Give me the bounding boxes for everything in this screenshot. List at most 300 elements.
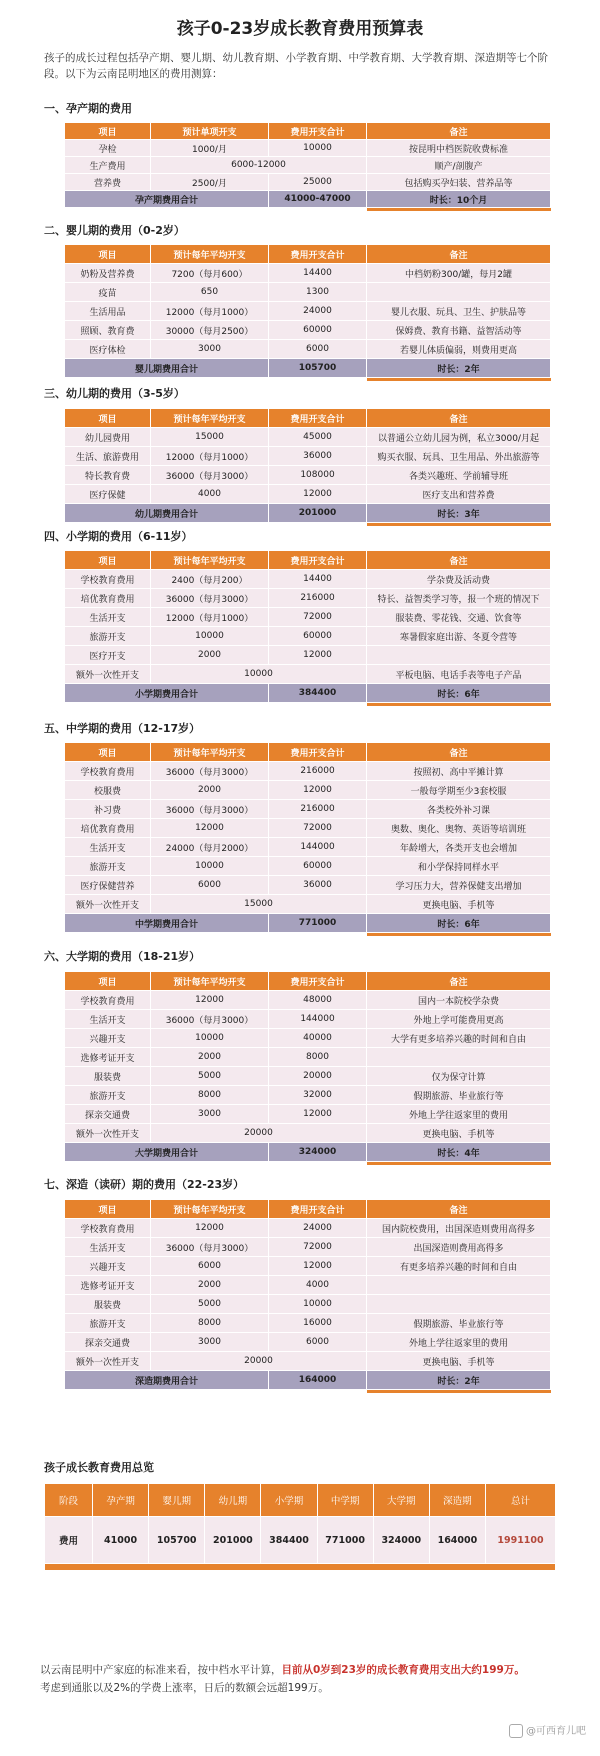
row-value-cell: 36000（每月3000） (151, 800, 269, 819)
row-total-cell: 32000 (269, 1086, 367, 1105)
footer-bar-accent (367, 208, 551, 212)
row-item-cell: 补习费 (65, 800, 151, 819)
row-total-cell: 12000 (269, 781, 367, 800)
row-item-cell: 旅游开支 (65, 1314, 151, 1333)
row-value-cell: 12000（每月1000） (151, 302, 269, 321)
row-item-cell: 学校教育费用 (65, 1219, 151, 1238)
table-row (65, 140, 551, 157)
row-total-cell: 216000 (269, 762, 367, 781)
total-duration-cell: 时长：10个月 (367, 191, 551, 208)
row-value-cell: 2500/月 (151, 174, 269, 191)
table-row (65, 1219, 551, 1238)
row-value-cell: 12000 (151, 991, 269, 1010)
total-label-cell: 孕产期费用合计 (65, 191, 269, 208)
row-item-cell: 医疗开支 (65, 646, 151, 665)
summary-header-cell: 小学期 (261, 1484, 317, 1517)
table-header-cell: 备注 (367, 972, 551, 991)
table-total-row (65, 1371, 551, 1390)
row-total-cell: 14400 (269, 264, 367, 283)
footer-bar-spacer (65, 1162, 367, 1166)
row-total-cell: 60000 (269, 627, 367, 646)
table-row (65, 321, 551, 340)
table-row (65, 589, 551, 608)
section-table (64, 408, 551, 526)
row-item-cell: 生活开支 (65, 1010, 151, 1029)
row-item-cell: 营养费 (65, 174, 151, 191)
section-title: 六、大学期的费用（18-21岁） (44, 950, 201, 963)
row-note-cell: 仅为保守计算 (367, 1067, 551, 1086)
row-value-cell: 10000 (151, 665, 367, 684)
summary-total-cell: 1991100 (486, 1517, 556, 1564)
table-row (65, 1257, 551, 1276)
row-total-cell: 10000 (269, 1295, 367, 1314)
summary-cell: 费用 (45, 1517, 93, 1564)
total-label-cell: 大学期费用合计 (65, 1143, 269, 1162)
summary-cell: 201000 (205, 1517, 261, 1564)
row-value-cell: 3000 (151, 1333, 269, 1352)
table-row (65, 781, 551, 800)
section-title: 七、深造（读研）期的费用（22-23岁） (44, 1178, 245, 1191)
table-header-cell: 费用开支合计 (269, 551, 367, 570)
watermark (509, 1722, 586, 1738)
table-header-cell: 项目 (65, 972, 151, 991)
total-duration-cell: 时长：6年 (367, 914, 551, 933)
row-note-cell: 按昆明中档医院收费标准 (367, 140, 551, 157)
row-item-cell: 兴趣开支 (65, 1257, 151, 1276)
page-title: 孩子0-23岁成长教育费用预算表 (176, 19, 424, 39)
row-value-cell: 36000（每月3000） (151, 1238, 269, 1257)
row-value-cell: 2000 (151, 646, 269, 665)
total-value-cell: 324000 (269, 1143, 367, 1162)
row-value-cell: 20000 (151, 1124, 367, 1143)
table-header-cell: 预计每年平均开支 (151, 245, 269, 264)
row-total-cell: 36000 (269, 876, 367, 895)
total-label-cell: 幼儿期费用合计 (65, 504, 269, 523)
total-value-cell: 41000-47000 (269, 191, 367, 208)
row-value-cell: 2000 (151, 781, 269, 800)
conclusion-paragraph (40, 1661, 570, 1697)
table-header-row (65, 123, 551, 140)
row-item-cell: 生产费用 (65, 157, 151, 174)
row-item-cell: 学校教育费用 (65, 570, 151, 589)
section-table (64, 550, 551, 706)
row-item-cell: 培优教育费用 (65, 589, 151, 608)
table-footer-bar (65, 1390, 551, 1394)
row-note-cell: 医疗支出和营养费 (367, 485, 551, 504)
row-value-cell: 4000 (151, 485, 269, 504)
row-value-cell: 10000 (151, 627, 269, 646)
row-item-cell: 探亲交通费 (65, 1333, 151, 1352)
summary-cell: 164000 (429, 1517, 485, 1564)
summary-cell: 41000 (93, 1517, 149, 1564)
table-total-row (65, 504, 551, 523)
summary-header-cell: 幼儿期 (205, 1484, 261, 1517)
row-note-cell: 国内一本院校学杂费 (367, 991, 551, 1010)
table-row (65, 570, 551, 589)
table-row (65, 1010, 551, 1029)
table-header-cell: 预计每年平均开支 (151, 551, 269, 570)
table-footer-bar (65, 703, 551, 707)
summary-value-row (45, 1517, 556, 1564)
row-note-cell: 更换电脑、手机等 (367, 895, 551, 914)
row-value-cell: 36000（每月3000） (151, 589, 269, 608)
row-item-cell: 额外一次性开支 (65, 1352, 151, 1371)
row-total-cell: 216000 (269, 589, 367, 608)
table-row (65, 428, 551, 447)
row-total-cell: 12000 (269, 646, 367, 665)
table-header-cell: 备注 (367, 123, 551, 140)
row-item-cell: 校服费 (65, 781, 151, 800)
footer-bar-accent (367, 933, 551, 937)
row-value-cell: 8000 (151, 1086, 269, 1105)
table-header-row (65, 972, 551, 991)
table-header-row (65, 1200, 551, 1219)
table-row (65, 1124, 551, 1143)
row-value-cell: 3000 (151, 340, 269, 359)
row-value-cell: 12000 (151, 1219, 269, 1238)
table-row (65, 646, 551, 665)
table-row (65, 1238, 551, 1257)
section-table (64, 971, 551, 1165)
total-value-cell: 201000 (269, 504, 367, 523)
row-total-cell: 16000 (269, 1314, 367, 1333)
row-note-cell: 平板电脑、电话手表等电子产品 (367, 665, 551, 684)
total-duration-cell: 时长：2年 (367, 1371, 551, 1390)
row-note-cell: 婴儿衣服、玩具、卫生、护肤品等 (367, 302, 551, 321)
table-header-cell: 项目 (65, 1200, 151, 1219)
table-row (65, 991, 551, 1010)
summary-cell: 105700 (149, 1517, 205, 1564)
table-row (65, 665, 551, 684)
row-value-cell: 24000（每月2000） (151, 838, 269, 857)
watermark-text: @可西育儿吧 (526, 1726, 586, 1737)
row-total-cell: 36000 (269, 447, 367, 466)
row-note-cell: 各类兴趣班、学前辅导班 (367, 466, 551, 485)
table-total-row (65, 191, 551, 208)
row-note-cell: 按照初、高中平摊计算 (367, 762, 551, 781)
row-total-cell: 12000 (269, 1105, 367, 1124)
row-note-cell: 有更多培养兴趣的时间和自由 (367, 1257, 551, 1276)
conclusion-part2: 考虑到通胀以及2%的学费上涨率，日后的数额会远超199万。 (40, 1682, 329, 1694)
row-item-cell: 探亲交通费 (65, 1105, 151, 1124)
row-note-cell (367, 1295, 551, 1314)
row-note-cell: 一般每学期至少3套校服 (367, 781, 551, 800)
table-row (65, 1314, 551, 1333)
row-note-cell: 学杂费及活动费 (367, 570, 551, 589)
footer-bar-spacer (65, 208, 367, 212)
footer-bar-spacer (65, 1390, 367, 1394)
table-row (65, 1029, 551, 1048)
summary-title: 孩子成长教育费用总览 (44, 1461, 154, 1474)
row-value-cell: 5000 (151, 1067, 269, 1086)
summary-header-cell: 婴儿期 (149, 1484, 205, 1517)
row-note-cell: 更换电脑、手机等 (367, 1352, 551, 1371)
table-row (65, 608, 551, 627)
total-label-cell: 婴儿期费用合计 (65, 359, 269, 378)
row-note-cell: 外地上学往返家里的费用 (367, 1105, 551, 1124)
row-value-cell: 2000 (151, 1276, 269, 1295)
table-header-cell: 费用开支合计 (269, 743, 367, 762)
table-row (65, 1333, 551, 1352)
table-total-row (65, 684, 551, 703)
row-item-cell: 选修考证开支 (65, 1276, 151, 1295)
row-note-cell: 和小学保持同样水平 (367, 857, 551, 876)
table-row (65, 447, 551, 466)
table-header-cell: 费用开支合计 (269, 123, 367, 140)
row-value-cell: 12000（每月1000） (151, 608, 269, 627)
footer-bar-spacer (65, 523, 367, 527)
row-item-cell: 额外一次性开支 (65, 1124, 151, 1143)
table-row (65, 340, 551, 359)
row-note-cell: 大学有更多培养兴趣的时间和自由 (367, 1029, 551, 1048)
section-table (64, 122, 551, 211)
row-item-cell: 孕检 (65, 140, 151, 157)
summary-cell: 771000 (317, 1517, 373, 1564)
row-item-cell: 生活开支 (65, 608, 151, 627)
row-item-cell: 幼儿园费用 (65, 428, 151, 447)
total-duration-cell: 时长：2年 (367, 359, 551, 378)
row-note-cell: 外地上学可能费用更高 (367, 1010, 551, 1029)
row-item-cell: 生活、旅游费用 (65, 447, 151, 466)
row-note-cell: 购买衣服、玩具、卫生用品、外出旅游等 (367, 447, 551, 466)
summary-footer-bar (45, 1564, 556, 1571)
row-total-cell: 48000 (269, 991, 367, 1010)
total-duration-cell: 时长：6年 (367, 684, 551, 703)
row-total-cell: 72000 (269, 608, 367, 627)
row-value-cell: 10000 (151, 1029, 269, 1048)
summary-header-cell: 总计 (486, 1484, 556, 1517)
row-item-cell: 旅游开支 (65, 1086, 151, 1105)
row-item-cell: 额外一次性开支 (65, 895, 151, 914)
row-value-cell: 20000 (151, 1352, 367, 1371)
row-item-cell: 服装费 (65, 1067, 151, 1086)
row-note-cell: 若婴儿体质偏弱，则费用更高 (367, 340, 551, 359)
section-title: 四、小学期的费用（6-11岁） (44, 530, 193, 543)
table-row (65, 283, 551, 302)
row-total-cell: 1300 (269, 283, 367, 302)
row-note-cell: 特长、益智类学习等，报一个班的情况下 (367, 589, 551, 608)
table-total-row (65, 914, 551, 933)
row-value-cell: 15000 (151, 428, 269, 447)
table-header-cell: 备注 (367, 245, 551, 264)
total-duration-cell: 时长：4年 (367, 1143, 551, 1162)
table-row (65, 857, 551, 876)
row-value-cell: 7200（每月600） (151, 264, 269, 283)
section-title: 三、幼儿期的费用（3-5岁） (44, 387, 185, 400)
table-header-cell: 项目 (65, 245, 151, 264)
row-note-cell: 更换电脑、手机等 (367, 1124, 551, 1143)
row-total-cell: 10000 (269, 140, 367, 157)
intro-paragraph: 孩子的成长过程包括孕产期、婴儿期、幼儿教育期、小学教育期、中学教育期、大学教育期、深造期等七个阶段。以下为云南昆明地区的费用测算： (44, 52, 548, 80)
row-value-cell: 12000 (151, 819, 269, 838)
conclusion-highlight: 目前从0岁到23岁的成长教育费用支出大约199万。 (281, 1664, 525, 1676)
summary-footer-bar-cell (45, 1564, 556, 1571)
table-row (65, 485, 551, 504)
row-item-cell: 照顾、教育费 (65, 321, 151, 340)
section-table (64, 742, 551, 936)
table-total-row (65, 359, 551, 378)
table-footer-bar (65, 208, 551, 212)
footer-bar-accent (367, 523, 551, 527)
table-row (65, 1295, 551, 1314)
table-row (65, 1067, 551, 1086)
table-header-row (65, 743, 551, 762)
watermark-logo-icon (509, 1724, 523, 1738)
summary-cell: 324000 (373, 1517, 429, 1564)
table-row (65, 819, 551, 838)
table-row (65, 895, 551, 914)
summary-cell: 384400 (261, 1517, 317, 1564)
table-header-cell: 备注 (367, 551, 551, 570)
row-value-cell: 650 (151, 283, 269, 302)
row-value-cell: 15000 (151, 895, 367, 914)
section-title: 一、孕产期的费用 (44, 102, 132, 115)
row-total-cell: 12000 (269, 485, 367, 504)
table-footer-bar (65, 933, 551, 937)
row-total-cell: 24000 (269, 302, 367, 321)
row-note-cell: 学习压力大，营养保健支出增加 (367, 876, 551, 895)
table-header-cell: 项目 (65, 409, 151, 428)
table-row (65, 627, 551, 646)
summary-header-cell: 深造期 (429, 1484, 485, 1517)
table-footer-bar (65, 378, 551, 382)
row-note-cell: 以普通公立幼儿园为例，私立3000/月起 (367, 428, 551, 447)
row-total-cell: 6000 (269, 1333, 367, 1352)
table-header-cell: 备注 (367, 409, 551, 428)
summary-header-cell: 中学期 (317, 1484, 373, 1517)
row-note-cell (367, 646, 551, 665)
row-total-cell: 144000 (269, 838, 367, 857)
table-header-cell: 备注 (367, 743, 551, 762)
summary-table (44, 1483, 556, 1571)
row-note-cell: 假期旅游、毕业旅行等 (367, 1314, 551, 1333)
table-footer-bar (65, 523, 551, 527)
row-item-cell: 医疗保健 (65, 485, 151, 504)
row-note-cell: 保姆费、教育书籍、益智活动等 (367, 321, 551, 340)
footer-bar-spacer (65, 703, 367, 707)
table-row (65, 1048, 551, 1067)
row-total-cell: 8000 (269, 1048, 367, 1067)
section-title: 二、婴儿期的费用（0-2岁） (44, 224, 185, 237)
row-total-cell: 60000 (269, 857, 367, 876)
row-item-cell: 生活开支 (65, 1238, 151, 1257)
row-note-cell (367, 283, 551, 302)
row-value-cell: 10000 (151, 857, 269, 876)
total-value-cell: 105700 (269, 359, 367, 378)
row-total-cell: 20000 (269, 1067, 367, 1086)
table-header-cell: 费用开支合计 (269, 245, 367, 264)
table-header-cell: 项目 (65, 551, 151, 570)
row-total-cell: 216000 (269, 800, 367, 819)
total-label-cell: 小学期费用合计 (65, 684, 269, 703)
total-value-cell: 384400 (269, 684, 367, 703)
row-total-cell: 25000 (269, 174, 367, 191)
row-value-cell: 6000 (151, 1257, 269, 1276)
section-title: 五、中学期的费用（12-17岁） (44, 722, 201, 735)
table-row (65, 302, 551, 321)
table-row (65, 157, 551, 174)
table-row (65, 264, 551, 283)
row-value-cell: 12000（每月1000） (151, 447, 269, 466)
row-total-cell: 12000 (269, 1257, 367, 1276)
table-header-cell: 预计每年平均开支 (151, 1200, 269, 1219)
table-row (65, 876, 551, 895)
summary-header-cell: 孕产期 (93, 1484, 149, 1517)
summary-header-cell: 阶段 (45, 1484, 93, 1517)
row-total-cell: 144000 (269, 1010, 367, 1029)
table-row (65, 762, 551, 781)
row-value-cell: 8000 (151, 1314, 269, 1333)
row-note-cell: 顺产/剖腹产 (367, 157, 551, 174)
row-item-cell: 旅游开支 (65, 627, 151, 646)
footer-bar-spacer (65, 378, 367, 382)
row-item-cell: 培优教育费用 (65, 819, 151, 838)
row-value-cell: 5000 (151, 1295, 269, 1314)
table-header-cell: 预计每年平均开支 (151, 972, 269, 991)
row-total-cell: 108000 (269, 466, 367, 485)
total-value-cell: 771000 (269, 914, 367, 933)
row-value-cell: 3000 (151, 1105, 269, 1124)
footer-bar-accent (367, 1162, 551, 1166)
row-total-cell: 45000 (269, 428, 367, 447)
table-header-cell: 预计每年平均开支 (151, 743, 269, 762)
table-header-cell: 费用开支合计 (269, 1200, 367, 1219)
table-footer-bar (65, 1162, 551, 1166)
row-total-cell: 14400 (269, 570, 367, 589)
row-item-cell: 服装费 (65, 1295, 151, 1314)
table-header-cell: 费用开支合计 (269, 409, 367, 428)
row-value-cell: 36000（每月3000） (151, 466, 269, 485)
row-note-cell: 服装费、零花钱、交通、饮食等 (367, 608, 551, 627)
table-header-row (65, 409, 551, 428)
summary-header-cell: 大学期 (373, 1484, 429, 1517)
row-note-cell: 出国深造则费用高得多 (367, 1238, 551, 1257)
row-item-cell: 选修考证开支 (65, 1048, 151, 1067)
row-total-cell: 72000 (269, 1238, 367, 1257)
row-item-cell: 学校教育费用 (65, 991, 151, 1010)
section-table (64, 244, 551, 381)
row-value-cell: 36000（每月3000） (151, 762, 269, 781)
row-item-cell: 兴趣开支 (65, 1029, 151, 1048)
table-row (65, 1105, 551, 1124)
total-label-cell: 深造期费用合计 (65, 1371, 269, 1390)
row-item-cell: 生活开支 (65, 838, 151, 857)
footer-bar-spacer (65, 933, 367, 937)
conclusion-part1: 以云南昆明中产家庭的标准来看，按中档水平计算， (40, 1664, 282, 1676)
table-row (65, 838, 551, 857)
row-note-cell: 国内院校费用，出国深造则费用高得多 (367, 1219, 551, 1238)
total-label-cell: 中学期费用合计 (65, 914, 269, 933)
summary-header-row (45, 1484, 556, 1517)
table-row (65, 1352, 551, 1371)
row-item-cell: 特长教育费 (65, 466, 151, 485)
row-total-cell: 40000 (269, 1029, 367, 1048)
row-value-cell: 2400（每月200） (151, 570, 269, 589)
row-value-cell: 36000（每月3000） (151, 1010, 269, 1029)
footer-bar-accent (367, 703, 551, 707)
row-note-cell: 奥数、奥化、奥物、英语等培训班 (367, 819, 551, 838)
row-note-cell (367, 1276, 551, 1295)
table-header-row (65, 551, 551, 570)
row-value-cell: 2000 (151, 1048, 269, 1067)
table-header-cell: 项目 (65, 743, 151, 762)
row-item-cell: 旅游开支 (65, 857, 151, 876)
row-total-cell: 24000 (269, 1219, 367, 1238)
row-value-cell: 6000-12000 (151, 157, 367, 174)
row-total-cell: 72000 (269, 819, 367, 838)
row-item-cell: 生活用品 (65, 302, 151, 321)
row-note-cell: 年龄增大，各类开支也会增加 (367, 838, 551, 857)
